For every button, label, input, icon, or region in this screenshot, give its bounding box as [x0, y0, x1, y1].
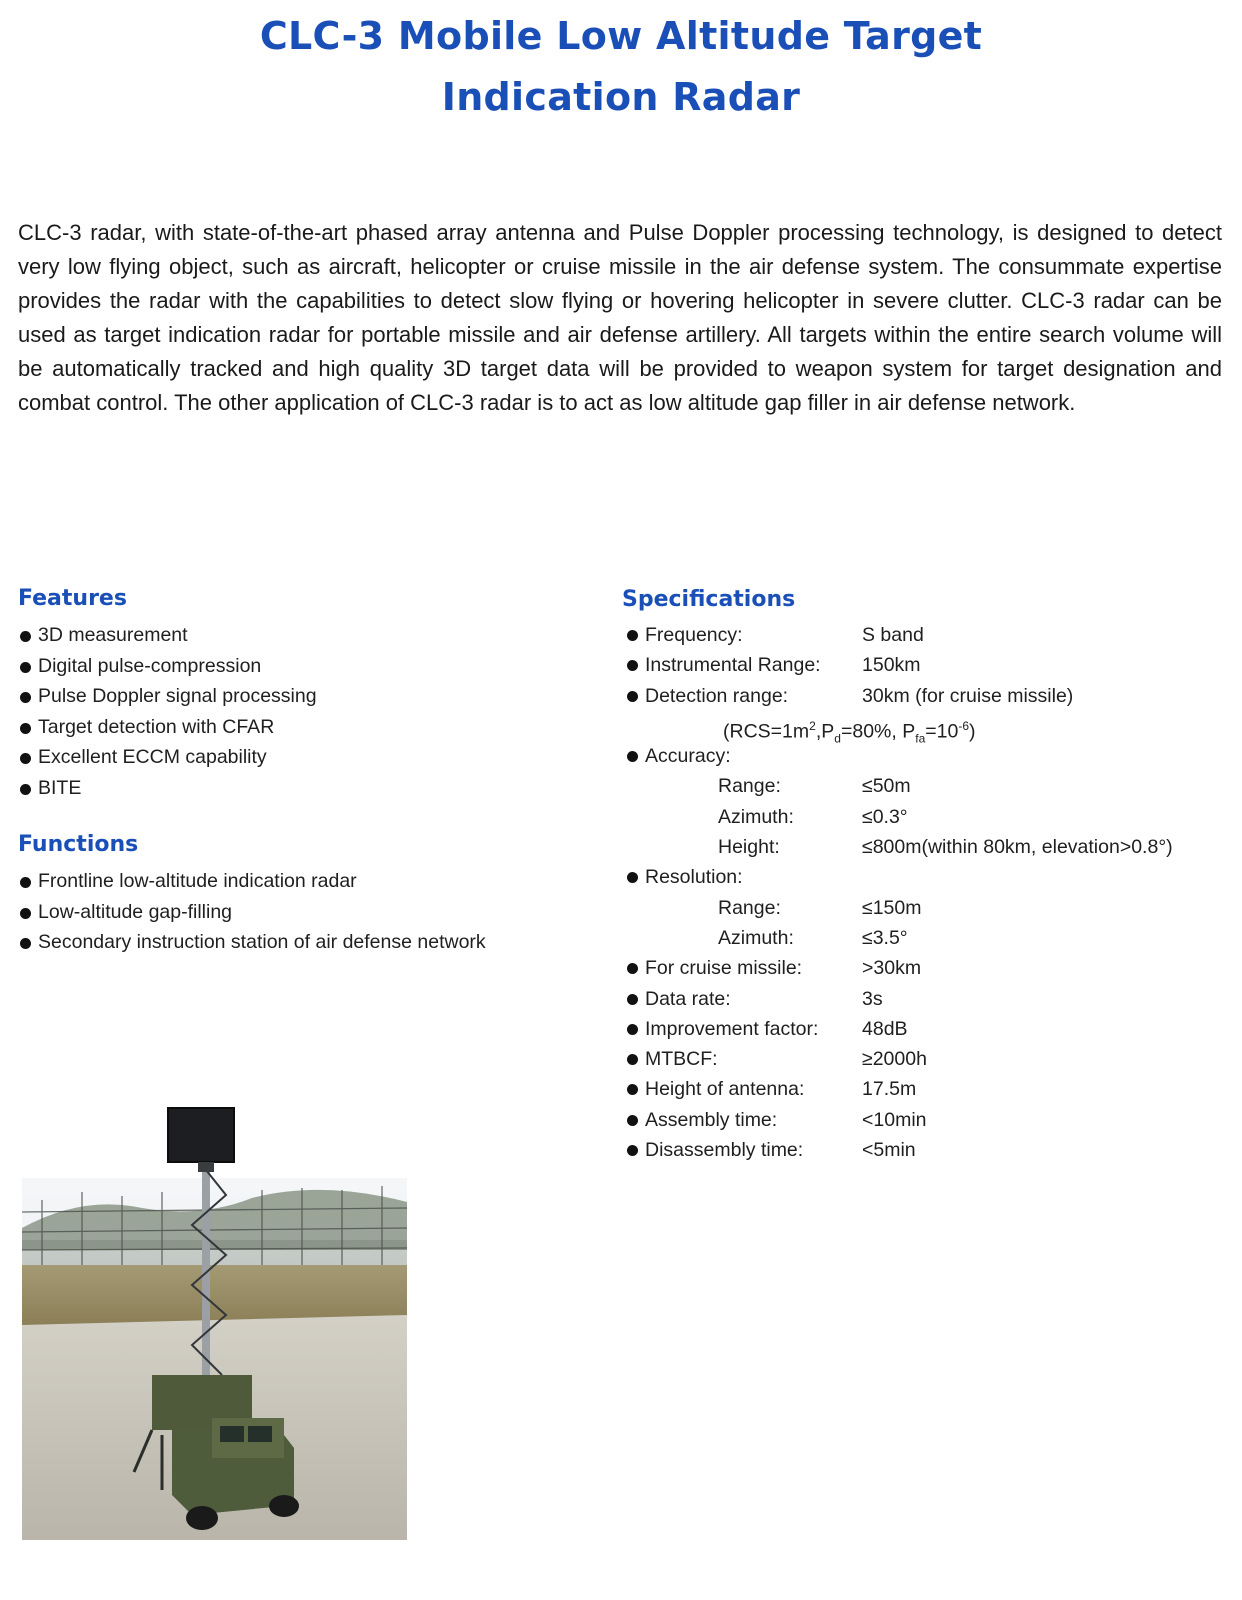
- condition-close: ): [969, 720, 976, 743]
- spec-row-assembly-time: [625, 1105, 1225, 1135]
- spec-label: Assembly time:: [645, 1108, 778, 1131]
- spec-row-resolution-azimuth: [625, 923, 1225, 953]
- condition-rcs: (RCS=1m: [723, 720, 810, 743]
- condition-rcs-exponent: 2: [809, 718, 816, 733]
- spec-row-detection-range: [625, 681, 1225, 711]
- spec-value: <5min: [862, 1139, 916, 1162]
- spec-value: 30km (for cruise missile): [862, 684, 1074, 707]
- condition-pd-value: =80%, P: [840, 720, 916, 743]
- photo-mast: [202, 1160, 210, 1400]
- spec-label: Azimuth:: [718, 926, 794, 949]
- condition-pd-subscript: d: [834, 731, 841, 746]
- function-item: Low-altitude gap-filling: [18, 897, 486, 928]
- spec-row-cruise-missile: [625, 953, 1225, 983]
- spec-row-data-rate: [625, 984, 1225, 1014]
- spec-row-improvement-factor: [625, 1014, 1225, 1044]
- intro-paragraph: CLC-3 radar, with state-of-the-art phased array antenna and Pulse Doppler processing technology, is designed to detect very low flying object, such as aircraft, helicopter or cruise missile in the air defense system. The consummate expertise provides the radar with the capabilities to detect slow flying or hovering helicopter in severe clutter. CLC-3 radar can be used as target indication radar for portable missile and air defense artillery. All targets within the entire search volume will be automatically tracked and high quality 3D target data will be provided to weapon system for target designation and combat control. The other application of CLC-3 radar is to act as low altitude gap filler in air defense network.: [18, 220, 1222, 415]
- specifications-heading: Specifications: [622, 587, 796, 612]
- condition-pfa-subscript: fa: [915, 731, 926, 746]
- functions-heading: Functions: [18, 832, 139, 857]
- photo-truck-window: [248, 1426, 272, 1442]
- spec-label: Height of antenna:: [645, 1078, 805, 1101]
- spec-value: ≤50m: [862, 775, 911, 798]
- spec-row-accuracy: [625, 741, 1225, 771]
- radar-vehicle-photo: [22, 1100, 407, 1540]
- spec-row-accuracy-range: [625, 771, 1225, 801]
- photo-truck-window: [220, 1426, 244, 1442]
- spec-label: Height:: [718, 836, 780, 859]
- spec-row-antenna-height: [625, 1074, 1225, 1104]
- spec-value: 150km: [862, 654, 921, 677]
- photo-truck-wheel: [186, 1506, 218, 1530]
- photo-truck-wheel: [269, 1495, 299, 1517]
- spec-label: Disassembly time:: [645, 1139, 804, 1162]
- condition-pfa-value: =10: [925, 720, 959, 743]
- feature-item: Pulse Doppler signal processing: [18, 681, 317, 712]
- function-item: Secondary instruction station of air defense network: [18, 927, 486, 958]
- spec-label: Resolution:: [645, 866, 743, 889]
- spec-label: Data rate:: [645, 987, 731, 1010]
- spec-label: Frequency:: [645, 624, 743, 646]
- spec-label: Range:: [718, 775, 781, 798]
- spec-value: S band: [862, 624, 924, 646]
- spec-label: Azimuth:: [718, 805, 794, 828]
- feature-item: Excellent ECCM capability: [18, 742, 317, 773]
- feature-item: 3D measurement: [18, 620, 317, 651]
- photo-antenna-array: [168, 1108, 234, 1162]
- spec-value: 3s: [862, 987, 883, 1010]
- spec-label: For cruise missile:: [645, 957, 803, 980]
- function-item: Frontline low-altitude indication radar: [18, 866, 486, 897]
- spec-row-mtbcf: [625, 1044, 1225, 1074]
- spec-label: Range:: [718, 896, 781, 919]
- spec-label: Improvement factor:: [645, 1017, 819, 1040]
- spec-row-accuracy-height: [625, 832, 1225, 862]
- spec-label: Instrumental Range:: [645, 654, 821, 677]
- photo-field: [22, 1265, 407, 1325]
- condition-pd: ,P: [815, 720, 835, 743]
- spec-label: MTBCF:: [645, 1048, 718, 1071]
- feature-item: Digital pulse-compression: [18, 651, 317, 682]
- spec-value: ≤150m: [862, 896, 922, 919]
- feature-item: BITE: [18, 773, 317, 804]
- page-title: [0, 6, 1242, 128]
- spec-value: 48dB: [862, 1017, 908, 1040]
- spec-value: ≤3.5°: [862, 926, 908, 949]
- spec-label: Accuracy:: [645, 745, 731, 768]
- spec-detection-condition: [625, 711, 1225, 746]
- functions-list: [18, 866, 486, 958]
- spec-row-resolution: [625, 862, 1225, 892]
- page-title-line-2: Indication Radar: [441, 75, 801, 119]
- condition-pfa-exponent: -6: [958, 718, 969, 733]
- spec-row-resolution-range: [625, 893, 1225, 923]
- spec-row-accuracy-azimuth: [625, 802, 1225, 832]
- spec-row-disassembly-time: [625, 1135, 1225, 1165]
- spec-row-frequency: [625, 620, 1225, 650]
- feature-item: Target detection with CFAR: [18, 712, 317, 743]
- photo-antenna-mount: [198, 1162, 214, 1172]
- spec-value: 17.5m: [862, 1078, 917, 1101]
- spec-value: ≤800m(within 80km, elevation>0.8°): [862, 836, 1173, 859]
- spec-value: <10min: [862, 1108, 927, 1131]
- spec-value: ≤0.3°: [862, 805, 908, 828]
- spec-value: >30km: [862, 957, 922, 980]
- features-list: [18, 620, 317, 803]
- spec-value: ≥2000h: [862, 1048, 927, 1071]
- features-heading: Features: [18, 586, 127, 611]
- page-title-line-1: CLC-3 Mobile Low Altitude Target: [259, 14, 983, 58]
- spec-label: Detection range:: [645, 684, 789, 707]
- specifications-list: [625, 620, 1225, 1165]
- spec-row-instrumental-range: [625, 650, 1225, 680]
